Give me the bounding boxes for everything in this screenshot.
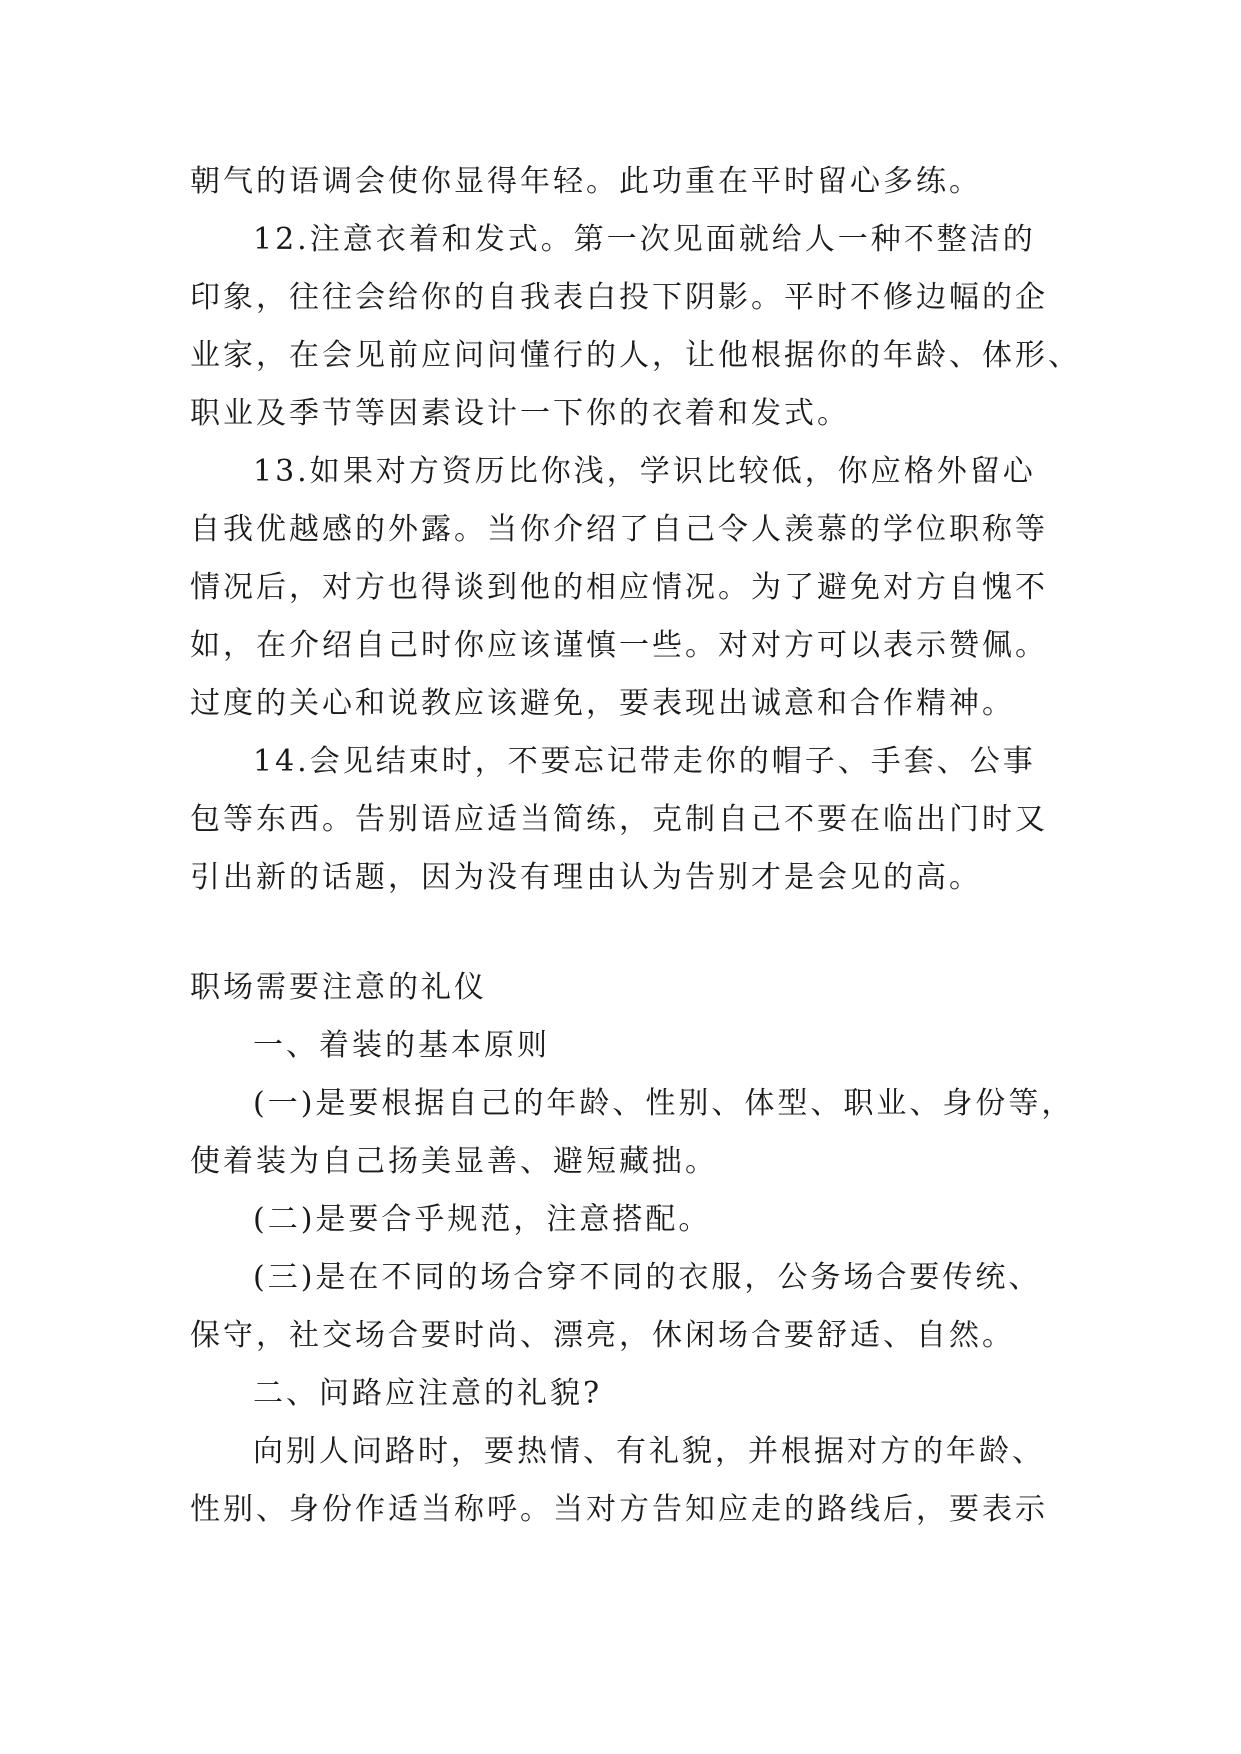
section-gap (190, 907, 1070, 959)
text-line: 14.会见结束时，不要忘记带走你的帽子、手套、公事 (253, 744, 1036, 779)
text-line: 12.注意衣着和发式。第一次见面就给人一种不整洁的 (253, 222, 1036, 257)
text-line: 包等东西。告别语应适当简练，克制自己不要在临出门时又 (190, 802, 1048, 837)
text-line: 自我优越感的外露。当你介绍了自己令人羡慕的学位职称等 (190, 512, 1048, 547)
text-line: 引出新的话题，因为没有理由认为告别才是会见的高。 (190, 860, 982, 895)
text-line: 使着装为自己扬美显善、避短藏拙。 (190, 1144, 718, 1179)
document-body (190, 153, 1081, 1539)
text-line: 朝气的语调会使你显得年轻。此功重在平时留心多练。 (190, 164, 982, 199)
text-line: 如，在介绍自己时你应该谨慎一些。对对方可以表示赞佩。 (190, 628, 1048, 663)
text-line: 印象，往往会给你的自我表白投下阴影。平时不修边幅的企 (190, 280, 1048, 315)
text-line: 保守，社交场合要时尚、漂亮，休闲场合要舒适、自然。 (190, 1318, 1015, 1353)
text-line: 向别人问路时，要热情、有礼貌，并根据对方的年龄、 (253, 1434, 1045, 1469)
text-line: 性别、身份作适当称呼。当对方告知应走的路线后，要表示 (190, 1492, 1048, 1527)
text-line: 二、问路应注意的礼貌? (253, 1376, 603, 1411)
text-line: (三)是在不同的场合穿不同的衣服，公务场合要传统、 (253, 1260, 1042, 1295)
text-line: 职业及季节等因素设计一下你的衣着和发式。 (190, 396, 850, 431)
text-line: 一、着装的基本原则 (253, 1028, 550, 1063)
text-line: 过度的关心和说教应该避免，要表现出诚意和合作精神。 (190, 686, 1015, 721)
text-line: (一)是要根据自己的年龄、性别、体型、职业、身份等， (253, 1086, 1075, 1121)
text-line: (二)是要合乎规范，注意搭配。 (253, 1202, 712, 1237)
text-line: 13.如果对方资历比你浅，学识比较低，你应格外留心 (253, 454, 1036, 489)
text-line: 业家，在会见前应问问懂行的人，让他根据你的年龄、体形、 (190, 338, 1081, 373)
text-line: 情况后，对方也得谈到他的相应情况。为了避免对方自愧不 (190, 570, 1048, 605)
section-title: 职场需要注意的礼仪 (190, 970, 487, 1005)
